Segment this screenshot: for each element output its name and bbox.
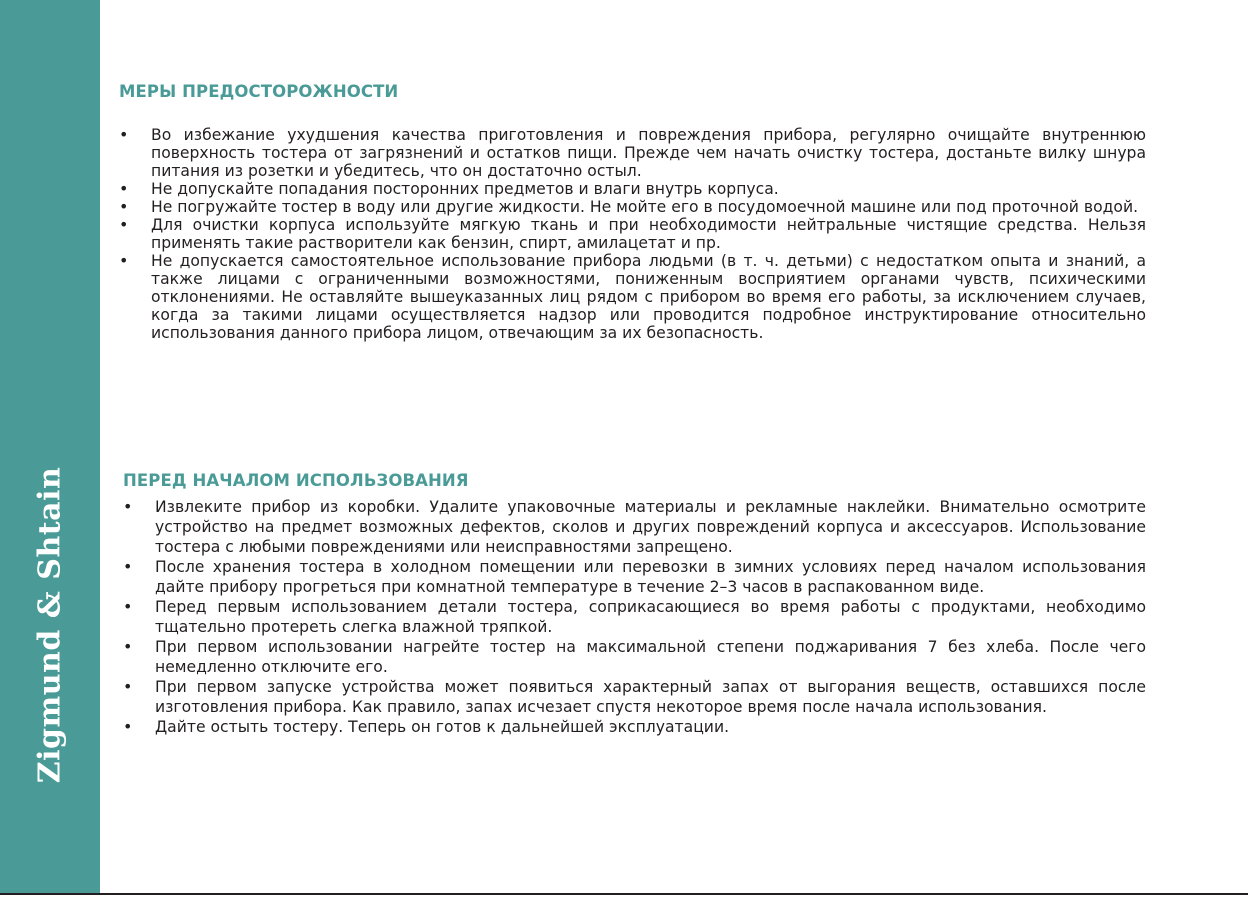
- section-title-before-use: ПЕРЕД НАЧАЛОМ ИСПОЛЬЗОВАНИЯ: [123, 471, 469, 490]
- precautions-list: [119, 126, 1146, 342]
- section-title-precautions: МЕРЫ ПРЕДОСТОРОЖНОСТИ: [119, 82, 399, 101]
- list-item: • Извлеките прибор из коробки. Удалите упаковочные материалы и рекламные наклейки. Внимательно осмотрите устройство на предмет возможных дефектов, сколов и других повреждений корпуса и аксессуаров. Использование тостера с любыми повреждениями или неисправностями запрещено.: [123, 497, 1146, 557]
- list-item: • При первом использовании нагрейте тостер на максимальной степени поджаривания 7 без хлеба. После чего немедленно отключите его.: [123, 637, 1146, 677]
- brand-logo: Zigmund & Shtain: [32, 466, 68, 784]
- sidebar-band: [0, 0, 100, 893]
- list-item: • После хранения тостера в холодном помещении или перевозки в зимних условиях перед началом использования дайте прибору прогреться при комнатной температуре в течение 2–3 часов в распакованном виде.: [123, 557, 1146, 597]
- bottom-divider: [0, 893, 1248, 895]
- list-item: • Перед первым использованием детали тостера, соприкасающиеся во время работы с продуктами, необходимо тщательно протереть слегка влажной тряпкой.: [123, 597, 1146, 637]
- section-before-use: [123, 471, 1146, 737]
- list-item: • Не допускается самостоятельное использование прибора людьми (в т. ч. детьми) с недостатком опыта и знаний, а также лицами с ограниченными возможностями, пониженным восприятием органами чувств, психическими отклонениями. Не оставляйте вышеуказанных лиц рядом с прибором во время его работы, за исключением случаев, когда за такими лицами осуществляется надзор или проводится подробное инструктирование относительно использования данного прибора лицом, отвечающим за их безопасность.: [119, 252, 1146, 342]
- list-item: • Не погружайте тостер в воду или другие жидкости. Не мойте его в посудомоечной машине или под проточной водой.: [119, 198, 1146, 216]
- list-item: • При первом запуске устройства может появиться характерный запах от выгорания веществ, оставшихся после изготовления прибора. Как правило, запах исчезает спустя некоторое время после начала использования.: [123, 677, 1146, 717]
- list-item: • Во избежание ухудшения качества приготовления и повреждения прибора, регулярно очищайте внутреннюю поверхность тостера от загрязнений и остатков пищи. Прежде чем начать очистку тостера, достаньте вилку шнура питания из розетки и убедитесь, что он достаточно остыл.: [119, 126, 1146, 180]
- list-item: • Дайте остыть тостеру. Теперь он готов к дальнейшей эксплуатации.: [123, 717, 1146, 737]
- list-item: • Для очистки корпуса используйте мягкую ткань и при необходимости нейтральные чистящие средства. Нельзя применять такие растворители как бензин, спирт, амилацетат и пр.: [119, 216, 1146, 252]
- before-use-list: [123, 497, 1146, 737]
- section-precautions: [119, 82, 1146, 342]
- list-item: • Не допускайте попадания посторонних предметов и влаги внутрь корпуса.: [119, 180, 1146, 198]
